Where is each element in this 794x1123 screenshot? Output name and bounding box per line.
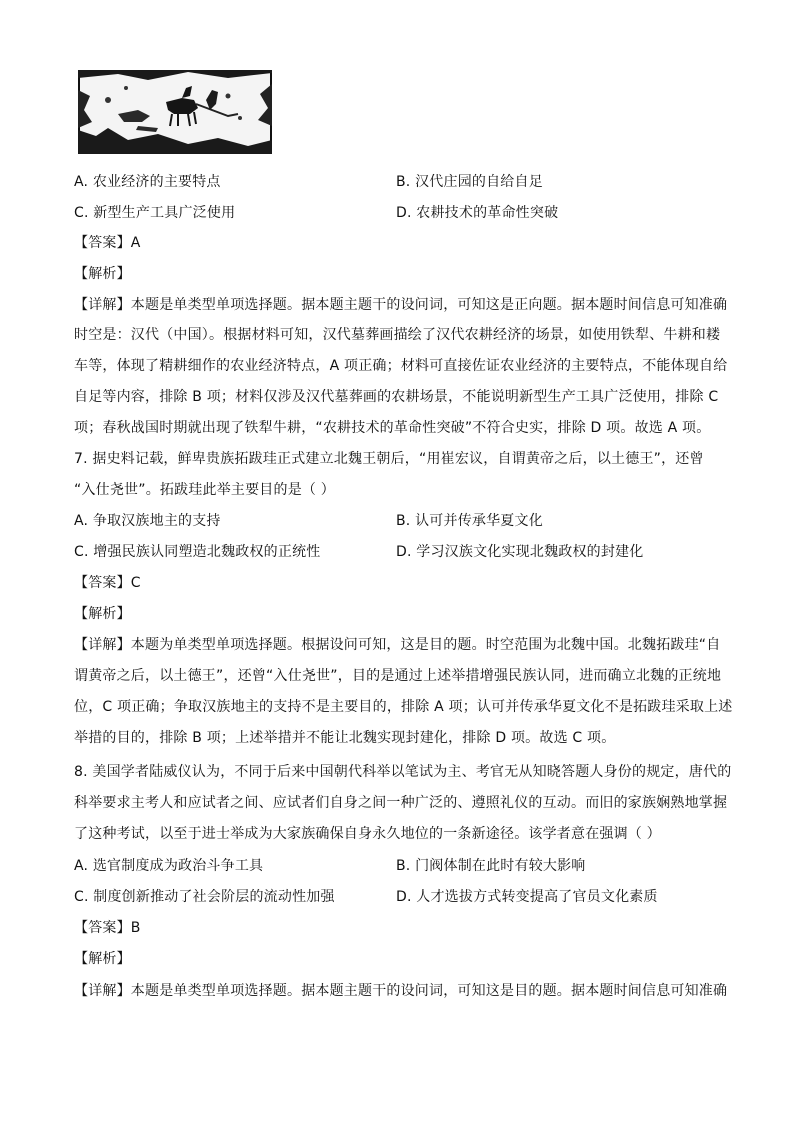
q8-analysis-label: 【解析】 (74, 951, 131, 967)
q6-detail-line: 自足等内容，排除 B 项；材料仅涉及汉代墓葬画的农耕场景，不能说明新型生产工具广泛使用，排除 C (74, 389, 719, 405)
q8-option-c: C. 制度创新推动了社会阶层的流动性加强 (74, 889, 335, 905)
q8-stem-line: 科举要求主考人和应试者之间、应试者们自身之间一种广泛的、遵照礼仪的互动。而旧的家族娴熟地掌握 (74, 795, 728, 811)
q8-stem-line: 了这种考试，以至于进士举成为大家族确保自身永久地位的一条新途径。该学者意在强调（ ） (74, 826, 661, 842)
han-tomb-painting-image (78, 70, 272, 154)
q6-detail-line: 时空是：汉代（中国）。根据材料可知，汉代墓葬画描绘了汉代农耕经济的场景，如使用铁犁、牛耕和耧 (74, 327, 721, 343)
q6-option-d: D. 农耕技术的革命性突破 (396, 205, 559, 221)
q7-option-a: A. 争取汉族地主的支持 (74, 513, 221, 529)
q8-detail-line: 【详解】本题是单类型单项选择题。据本题主题干的设问词，可知这是目的题。据本题时间信息可知准确 (74, 983, 728, 999)
q7-stem-line: 7. 据史料记载，鲜卑贵族拓跋珪正式建立北魏王朝后，“用崔宏议，自谓黄帝之后，以土德王”，还曾 (74, 451, 704, 467)
q8-answer: 【答案】B (74, 920, 141, 936)
q6-detail-line: 车等，体现了精耕细作的农业经济特点，A 项正确；材料可直接佐证农业经济的主要特点，不能体现自给 (74, 358, 728, 374)
q7-option-b: B. 认可并传承华夏文化 (396, 513, 543, 529)
q6-option-a: A. 农业经济的主要特点 (74, 174, 221, 190)
q7-answer: 【答案】C (74, 575, 141, 591)
q8-option-a: A. 选官制度成为政治斗争工具 (74, 858, 264, 874)
q7-option-c: C. 增强民族认同塑造北魏政权的正统性 (74, 544, 321, 560)
q7-detail-line: 谓黄帝之后，以土德王”，还曾“入仕尧世”，目的是通过上述举措增强民族认同，进而确立北魏的正统地 (74, 668, 722, 684)
q6-option-c: C. 新型生产工具广泛使用 (74, 205, 236, 221)
q7-detail-line: 【详解】本题为单类型单项选择题。根据设问可知，这是目的题。时空范围为北魏中国。北魏拓跋珪“自 (74, 637, 721, 653)
q6-detail-line: 项；春秋战国时期就出现了铁犁牛耕，“农耕技术的革命性突破”不符合史实，排除 D 项。故选 A 项。 (74, 420, 711, 436)
q7-analysis-label: 【解析】 (74, 606, 131, 622)
q8-option-b: B. 门阀体制在此时有较大影响 (396, 858, 586, 874)
q7-option-d: D. 学习汉族文化实现北魏政权的封建化 (396, 544, 644, 560)
q7-detail-line: 位，C 项正确；争取汉族地主的支持不是主要目的，排除 A 项；认可并传承华夏文化不是拓跋珪采取上述 (74, 699, 733, 715)
q6-analysis-label: 【解析】 (74, 266, 131, 282)
q6-answer: 【答案】A (74, 235, 141, 251)
q8-stem-line: 8. 美国学者陆威仪认为，不同于后来中国朝代科举以笔试为主、考官无从知晓答题人身份的规定，唐代的 (74, 764, 732, 780)
q6-option-b: B. 汉代庄园的自给自足 (396, 174, 543, 190)
q8-option-d: D. 人才选拔方式转变提高了官员文化素质 (396, 889, 658, 905)
q6-detail-line: 【详解】本题是单类型单项选择题。据本题主题干的设问词，可知这是正向题。据本题时间信息可知准确 (74, 297, 728, 313)
q7-detail-line: 举措的目的，排除 B 项；上述举措并不能让北魏实现封建化，排除 D 项。故选 C 项。 (74, 730, 616, 746)
q7-stem-line: “入仕尧世”。拓跋珪此举主要目的是（ ） (74, 482, 335, 498)
